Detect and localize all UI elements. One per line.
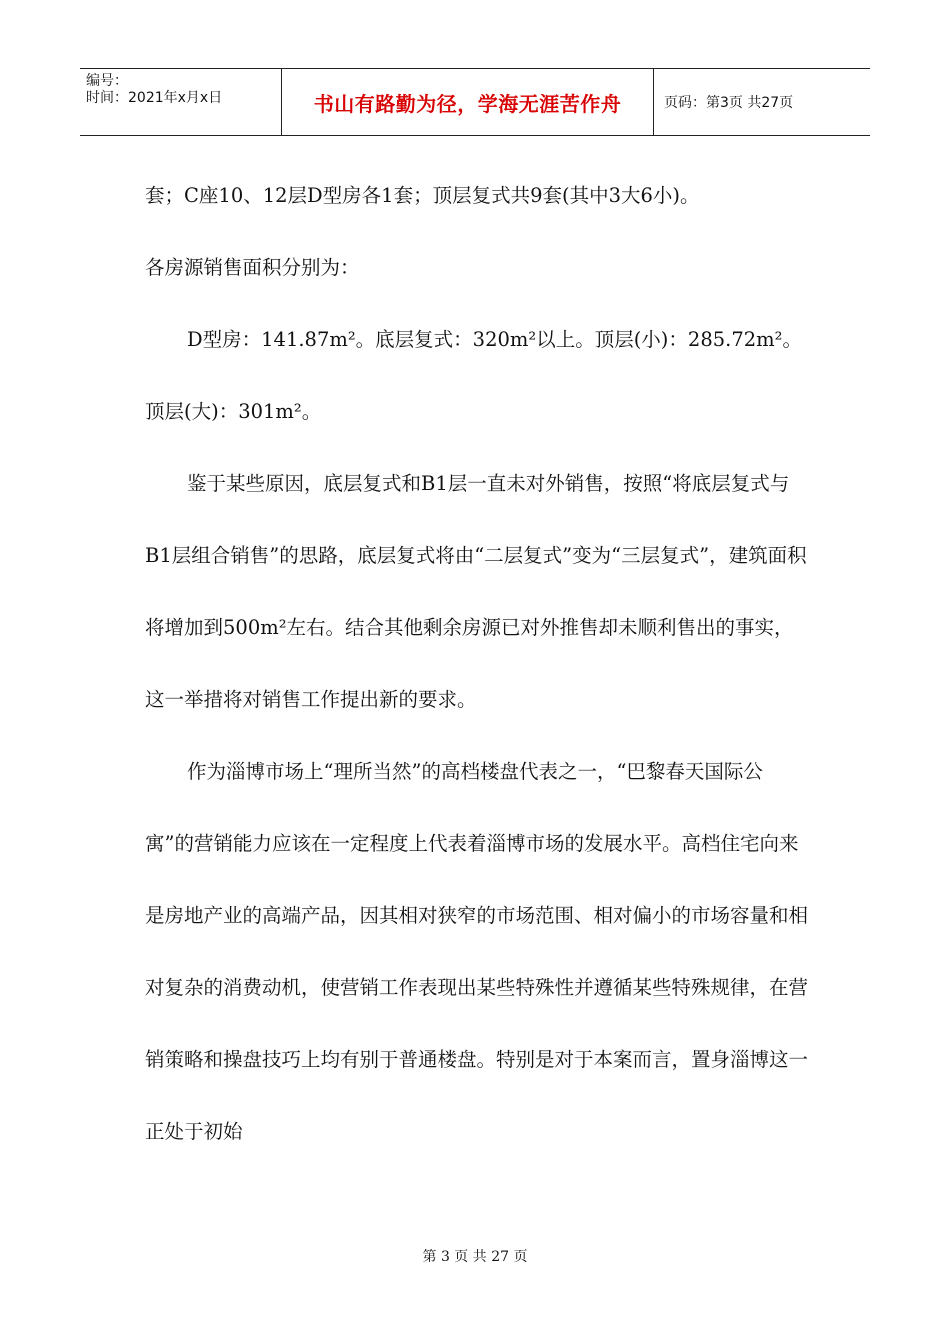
- header-meta: [80, 69, 282, 135]
- paragraph-sales-plan: 鉴于某些原因，底层复式和B1层一直未对外销售，按照“将底层复式与B1层组合销售”的思路，底层复式将由“二层复式”变为“三层复式”，建筑面积将增加到500m²左右。结合其他剩余房源已对外推售却未顺利售出的事实，这一举措将对销售工作提出新的要求。: [145, 472, 807, 711]
- page-header: [80, 68, 870, 136]
- serial-label: 编号：: [86, 73, 128, 89]
- paragraph-area-values: D型房：141.87m²。底层复式：320m²以上。顶层(小)：285.72m²。顶层(大)：301m²。: [145, 328, 802, 423]
- paragraph-area-intro: 各房源销售面积分别为：: [145, 256, 360, 279]
- header-page-info: 页码：第3页 共27页: [664, 95, 794, 111]
- document-body: [145, 160, 810, 1168]
- header-motto: 书山有路勤为径，学海无涯苦作舟: [282, 69, 654, 135]
- paragraph-continuation: 套；C座10、12层D型房各1套；顶层复式共9套(其中3大6小)。: [145, 184, 700, 207]
- page-footer: 第 3 页 共 27 页: [422, 1249, 528, 1265]
- paragraph-market-analysis: 作为淄博市场上“理所当然”的高档楼盘代表之一，“巴黎春天国际公寓”的营销能力应该在一定程度上代表着淄博市场的发展水平。高档住宅向来是房地产业的高端产品，因其相对狭窄的市场范围、相对偏小的市场容量和相对复杂的消费动机，使营销工作表现出某些特殊性并遵循某些特殊规律，在营销策略和操盘技巧上均有别于普通楼盘。特别是对于本案而言，置身淄博这一正处于初始: [145, 760, 809, 1143]
- date-label: 时间：2021年x月x日: [86, 90, 223, 106]
